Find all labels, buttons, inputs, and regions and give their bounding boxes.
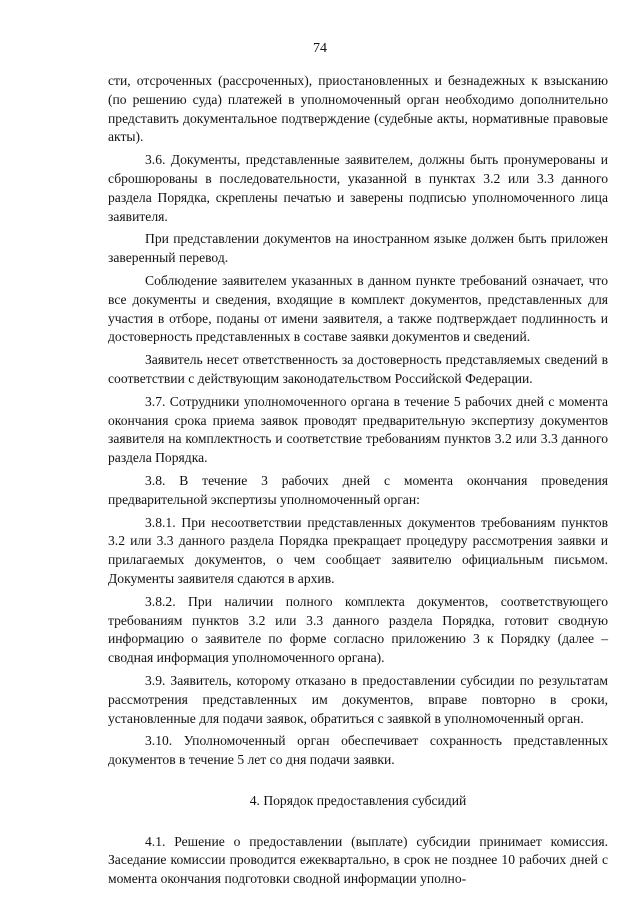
paragraph-compliance: Соблюдение заявителем указанных в данном пункте требований означает, что все документы и сведения, входящие в комплект документов, представленных для участия в отборе, поданы от имени заявителя, а также подтверждает подлинность и достоверность представленных в составе заявки документов и сведений. bbox=[108, 272, 608, 345]
paragraph-responsibility: Заявитель несет ответственность за достоверность представляемых сведений в соответствии с действующим законодательством Российской Федерации. bbox=[108, 352, 608, 386]
document-body bbox=[108, 72, 608, 889]
paragraph-3-8-1: 3.8.1. При несоответствии представленных документов требованиям пунктов 3.2 или 3.3 данного раздела Порядка прекращает процедуру рассмотрения заявки и прилагаемых документов, о чем сообщает заявителю официальным письмом. Документы заявителя сдаются в архив. bbox=[108, 514, 608, 586]
paragraph-3-6: 3.6. Документы, представленные заявителем, должны быть пронумерованы и сброшюрованы в последовательности, указанной в пунктах 3.2 или 3.3 данного раздела Порядка, скреплены печатью и заверены подписью уполномоченного лица заявителя. bbox=[108, 152, 608, 224]
page-number: 74 bbox=[313, 41, 327, 56]
paragraph-foreign-language: При представлении документов на иностранном языке должен быть приложен заверенный перевод. bbox=[108, 231, 608, 266]
paragraph-4-1: 4.1. Решение о предоставлении (выплате) субсидии принимает комиссия. Заседание комиссии проводится ежеквартально, в срок не позднее 10 рабочих дней с момента окончания подготовки сводной информации уполно- bbox=[108, 833, 608, 887]
section-title: 4. Порядок предоставления субсидий bbox=[249, 792, 467, 808]
paragraph-3-7: 3.7. Сотрудники уполномоченного органа в течение 5 рабочих дней с момента окончания срока приема заявок проводят предварительную экспертизу документов заявителя на комплектность и соответствие требованиям пунктов 3.2 или 3.3 данного раздела Порядка. bbox=[108, 393, 608, 466]
paragraph-continuation: сти, отсроченных (рассроченных), приостановленных и безнадежных к взысканию (по решению суда) платежей в уполномоченный орган необходимо дополнительно представить документальное подтверждение (судебные акты, нормативные правовые акты). bbox=[108, 73, 608, 145]
paragraph-3-8: 3.8. В течение 3 рабочих дней с момента окончания проведения предварительной экспертизы уполномоченный орган: bbox=[108, 472, 608, 507]
paragraph-3-8-2: 3.8.2. При наличии полного комплекта документов, соответствующего требованиям пунктов 3.2 или 3.3 данного раздела Порядка, готовит сводную информацию о заявителе по форме согласно приложению 3 к Порядку (далее – сводная информация уполномоченного органа). bbox=[108, 593, 608, 666]
paragraph-3-10: 3.10. Уполномоченный орган обеспечивает сохранность представленных документов в течение 5 лет со дня подачи заявки. bbox=[108, 733, 608, 768]
paragraph-3-9: 3.9. Заявитель, которому отказано в предоставлении субсидии по результатам рассмотрения представленных им документов, вправе повторно в сроки, установленные для подачи заявок, обратиться с заявкой в уполномоченный орган. bbox=[108, 672, 608, 726]
